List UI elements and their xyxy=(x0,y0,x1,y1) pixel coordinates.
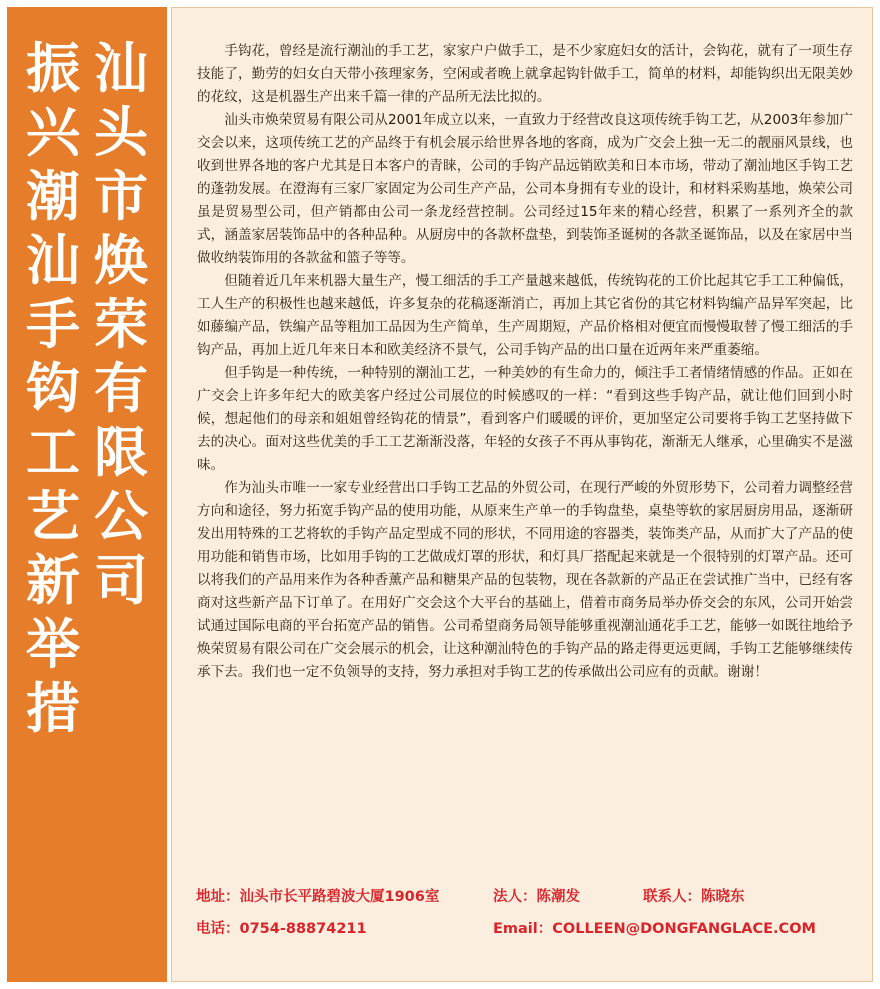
title-character: 司 xyxy=(94,549,148,612)
title-sidebar xyxy=(7,7,167,982)
contact-row xyxy=(196,881,856,913)
phone-text: 电话：0754-88874211 xyxy=(196,921,367,937)
article-paragraph: 手钩花，曾经是流行潮汕的手工艺，家家户户做手工，是不少家庭妇女的活计，会钩花，就有了一项生存技能了，勤劳的妇女白天带小孩理家务，空闲或者晚上就拿起钩针做手工，简单的材料，却能钩织出无限美妙的花纹，这是机器生产出来千篇一律的产品所无法比拟的。 xyxy=(197,43,853,105)
title-character: 潮 xyxy=(26,165,80,228)
article-paragraph: 汕头市焕荣贸易有限公司从2001年成立以来，一直致力于经营改良这项传统手钩工艺，从2003年参加广交会以来，这项传统工艺的产品终于有机会展示给世界各地的客商，成为广交会上独一无二的靓丽风景线，也收到世界各地的客户尤其是日本客户的青睐，公司的手钩产品远销欧美和日本市场，带动了潮汕地区手钩工艺的蓬勃发展。在澄海有三家厂家固定为公司生产产品，公司本身拥有专业的设计，和材料采购基地，焕荣公司虽是贸易型公司，但产销都由公司一条龙经营控制。公司经过15年来的精心经营，积累了一系列齐全的款式，涵盖家居装饰品中的各种品种。从厨房中的各款杯盘垫，到装饰圣诞树的各款圣诞饰品，以及在家居中当做收纳装饰用的各款盆和篮子等等。 xyxy=(197,112,853,266)
title-character: 焕 xyxy=(94,229,148,292)
slogan-vertical xyxy=(21,37,85,741)
title-character: 限 xyxy=(94,421,148,484)
title-character: 工 xyxy=(26,421,80,484)
contact-person-text: 联系人：陈晓东 xyxy=(643,889,745,905)
company-name-vertical xyxy=(89,37,153,613)
title-character: 举 xyxy=(26,613,80,676)
title-character: 振 xyxy=(26,37,80,100)
title-character: 钩 xyxy=(26,357,80,420)
article-panel xyxy=(171,7,873,982)
title-character: 艺 xyxy=(26,485,80,548)
article-paragraph: 但随着近几年来机器大量生产，慢工细活的手工产量越来越低，传统钩花的工价比起其它手工工种偏低，工人生产的积极性也越来越低，许多复杂的花稿逐渐消亡，再加上其它省份的其它材料钩编产品异军突起，比如藤编产品，铁编产品等粗加工品因为生产简单，生产周期短，产品价格相对便宜而慢慢取替了慢工细活的手钩产品，再加上近几年来日本和欧美经济不景气，公司手钩产品的出口量在近两年来严重萎缩。 xyxy=(197,273,853,358)
title-character: 有 xyxy=(94,357,148,420)
title-character: 头 xyxy=(94,101,148,164)
title-character: 手 xyxy=(26,293,80,356)
title-character: 公 xyxy=(94,485,148,548)
address-text: 地址：汕头市长平路碧波大厦1906室 xyxy=(196,889,440,905)
contact-row xyxy=(196,913,856,945)
title-character: 荣 xyxy=(94,293,148,356)
contact-footer xyxy=(196,881,856,945)
title-character: 市 xyxy=(94,165,148,228)
article-paragraph: 但手钩是一种传统，一种特别的潮汕工艺，一种美妙的有生命力的，倾注手工者情绪情感的作品。正如在广交会上许多年纪大的欧美客户经过公司展位的时候感叹的一样：“看到这些手钩产品，就让他们回到小时候，想起他们的母亲和姐姐曾经钩花的情景”，看到客户们暖暖的评价，更加坚定公司要将手钩工艺坚持做下去的决心。面对这些优美的手工工艺渐渐没落，年轻的女孩子不再从事钩花，渐渐无人继承，心里确实不是滋味。 xyxy=(197,365,853,473)
title-character: 汕 xyxy=(26,229,80,292)
title-character: 措 xyxy=(26,677,80,740)
legal-rep-text: 法人：陈潮发 xyxy=(493,889,580,905)
article-paragraph: 作为汕头市唯一一家专业经营出口手钩工艺品的外贸公司，在现行严峻的外贸形势下，公司着力调整经营方向和途径，努力拓宽手钩产品的使用功能，从原来生产单一的手钩盘垫，桌垫等软的家居厨房用品，逐渐研发出用特殊的工艺将软的手钩产品定型成不同的形状，不同用途的容器类，装饰类产品，从而扩大了产品的使用功能和销售市场，比如用手钩的工艺做成灯罩的形状，和灯具厂搭配起来就是一个很特别的灯罩产品。还可以将我们的产品用来作为各种香薰产品和糖果产品的包装物，现在各款新的产品正在尝试推广当中，已经有客商对这些新产品下订单了。在用好广交会这个大平台的基础上，借着市商务局举办侨交会的东风，公司开始尝试通过国际电商的平台拓宽产品的销售。公司希望商务局领导能够重视潮汕通花手工艺，能够一如既往地给予焕荣贸易有限公司在广交会展示的机会，让这种潮汕特色的手钩产品的路走得更远更阔，手钩工艺能够继续传承下去。我们也一定不负领导的支持，努力承担对手钩工艺的传承做出公司应有的贡献。谢谢！ xyxy=(197,480,853,680)
email-text[interactable]: Email：COLLEEN@DONGFANGLACE.COM xyxy=(493,921,816,937)
title-character: 汕 xyxy=(94,37,148,100)
article-body xyxy=(197,40,853,684)
title-character: 新 xyxy=(26,549,80,612)
title-character: 兴 xyxy=(26,101,80,164)
